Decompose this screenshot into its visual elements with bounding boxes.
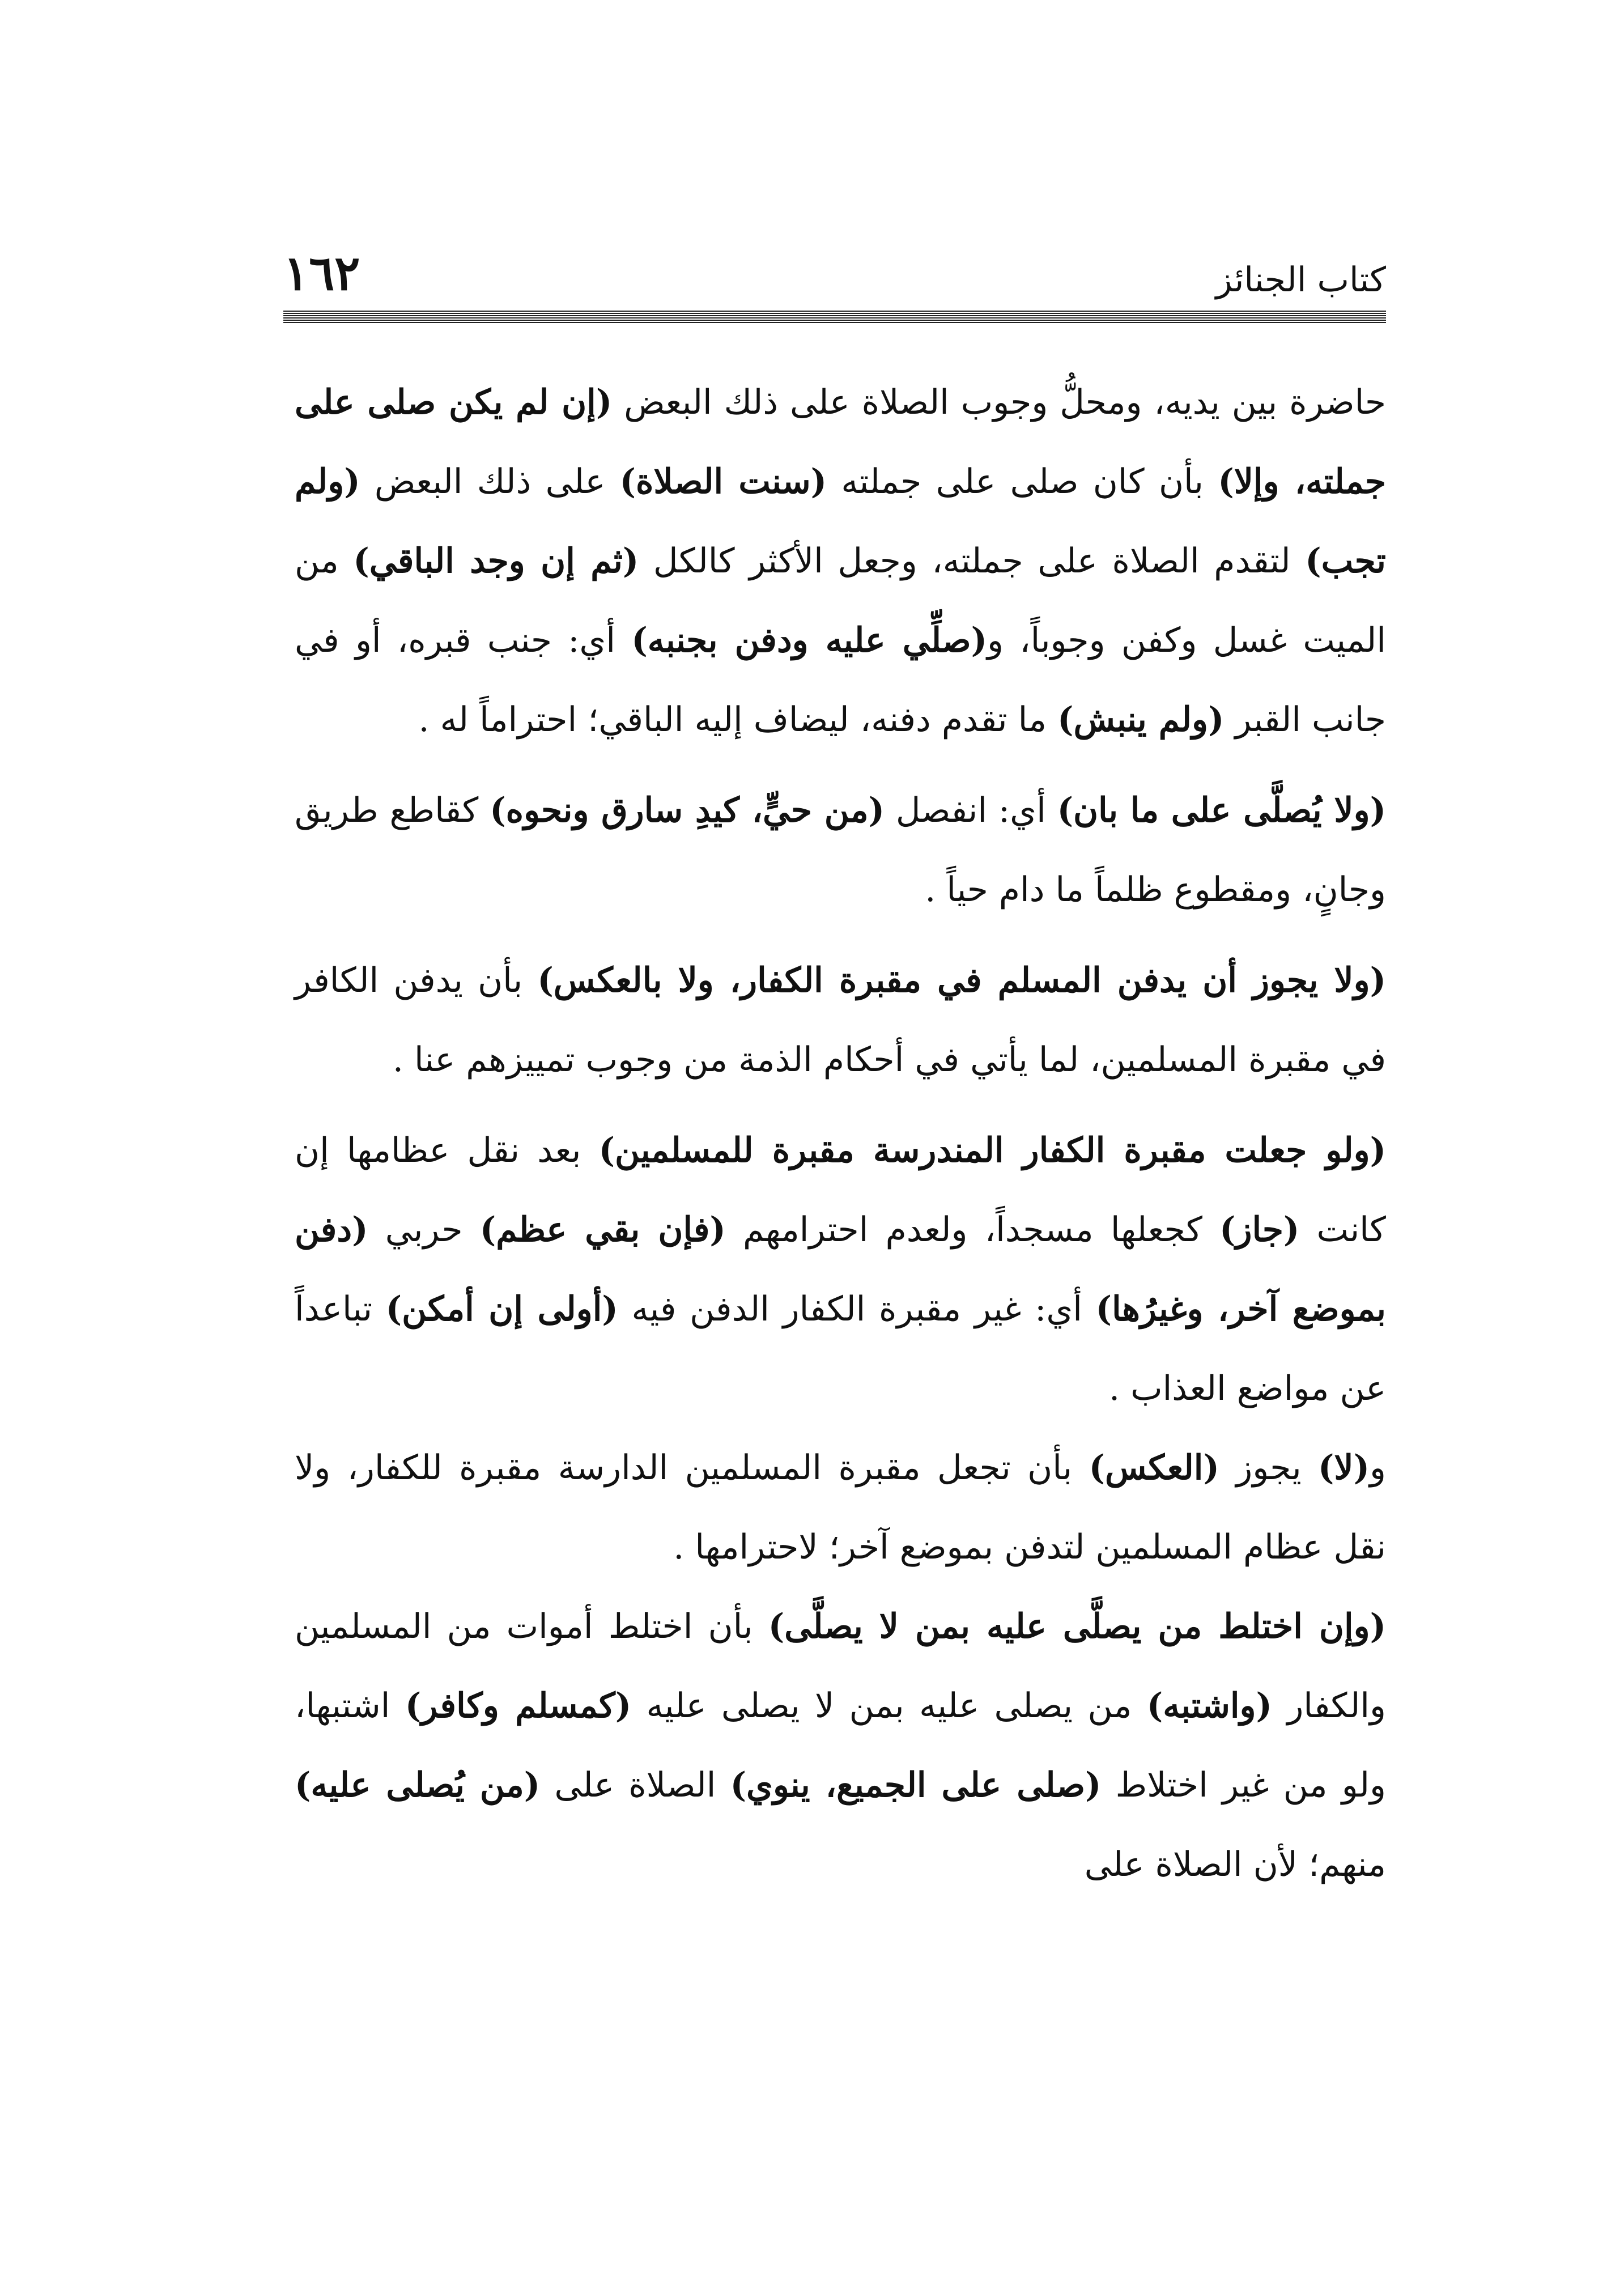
commentary-text: بأن تجعل مقبرة المسلمين الدارسة مقبرة للكفار، ولا نقل عظام المسلمين لتدفن بموضع آخر؛ لاحترامها . <box>295 1448 1386 1567</box>
matn-text: (كمسلم وكافر) <box>405 1686 632 1726</box>
paragraph <box>295 363 1386 759</box>
commentary-text: كقاطع طريق وجانٍ، ومقطوع ظلماً ما دام حياً . <box>295 791 1386 910</box>
paragraph <box>295 771 1386 929</box>
commentary-text: اشتبها، ولو من غير اختلاط <box>295 1686 1386 1805</box>
commentary-text: أي: جنب قبره، أو في جانب القبر <box>295 621 1386 740</box>
commentary-text: يجوز <box>1219 1448 1319 1488</box>
matn-text: (من يُصلى عليه) <box>295 1765 541 1805</box>
matn-text: (ثم إن وجد الباقي) <box>353 541 639 581</box>
commentary-text: منهم؛ لأن الصلاة على <box>1084 1845 1386 1884</box>
commentary-text: حربي <box>368 1210 480 1250</box>
matn-text: (صلى على الجميع، ينوي) <box>730 1765 1102 1805</box>
matn-text: (أولى إن أمكن) <box>385 1289 618 1329</box>
commentary-text: ما تقدم دفنه، ليضاف إليه الباقي؛ احتراماً له . <box>418 700 1058 740</box>
matn-text: (إن لم يكن صلى على جملته، وإلا) <box>295 383 1386 502</box>
commentary-text: من يصلى عليه بمن لا يصلى عليه <box>631 1686 1147 1726</box>
matn-text: (ولا يجوز أن يدفن المسلم في مقبرة الكفار، ولا بالعكس) <box>537 961 1386 1000</box>
matn-text: (سنت الصلاة) <box>619 462 827 502</box>
commentary-text: بعد نقل عظامها إن كانت <box>295 1131 1386 1250</box>
paragraph <box>295 941 1386 1099</box>
matn-text: (لا) <box>1318 1448 1370 1488</box>
page-header <box>283 245 1386 312</box>
paragraph <box>295 1111 1386 1428</box>
commentary-text: أي: انفصل <box>885 791 1057 830</box>
matn-text: (واشتبه) <box>1146 1686 1272 1726</box>
matn-text: (ولو جعلت مقبرة الكفار المندرسة مقبرة للمسلمين) <box>598 1131 1386 1170</box>
commentary-text: بأن كان صلى على جملته <box>827 462 1218 502</box>
page-number: ١٦٢ <box>283 245 360 301</box>
matn-text: (دفن بموضع آخر، وغيرُها) <box>295 1210 1387 1329</box>
matn-text: (فإن بقي عظم) <box>479 1210 726 1250</box>
commentary-text: من الميت غسل وكفن وجوباً، و <box>295 541 1386 660</box>
commentary-text: حاضرة بين يديه، ومحلُّ وجوب الصلاة على ذلك البعض <box>612 383 1386 422</box>
main-text <box>295 363 1386 1904</box>
paragraph <box>295 1587 1386 1904</box>
commentary-text: تباعداً عن مواضع العذاب . <box>295 1289 1386 1408</box>
commentary-text: أي: غير مقبرة الكفار الدفن فيه <box>618 1289 1096 1329</box>
commentary-text: بأن يدفن الكافر في مقبرة المسلمين، لما يأتي في أحكام الذمة من وجوب تمييزهم عنا . <box>295 961 1386 1080</box>
running-title: كتاب الجنائز <box>1215 260 1386 300</box>
commentary-text: بأن اختلط أموات من المسلمين والكفار <box>295 1607 1386 1726</box>
matn-text: (العكس) <box>1089 1448 1219 1488</box>
commentary-text: كجعلها مسجداً، ولعدم احترامهم <box>725 1210 1220 1250</box>
paragraph <box>295 1428 1386 1587</box>
commentary-text: و <box>1370 1448 1386 1488</box>
matn-text: (جاز) <box>1219 1210 1300 1250</box>
matn-text: (ولم تجب) <box>295 462 1386 581</box>
commentary-text: على ذلك البعض <box>360 462 620 502</box>
commentary-text: لتقدم الصلاة على جملته، وجعل الأكثر كالكل <box>639 541 1306 581</box>
matn-text: (ولم ينبش) <box>1057 700 1225 740</box>
matn-text: (صلِّي عليه ودفن بجنبه) <box>631 621 987 660</box>
matn-text: (من حيٍّ، كيدِ سارق ونحوه) <box>490 791 885 830</box>
matn-text: (وإن اختلط من يصلَّى عليه بمن لا يصلَّى) <box>768 1607 1386 1646</box>
commentary-text: الصلاة على <box>540 1765 730 1805</box>
header-rule <box>283 311 1386 323</box>
matn-text: (ولا يُصلَّى على ما بان) <box>1057 791 1386 830</box>
